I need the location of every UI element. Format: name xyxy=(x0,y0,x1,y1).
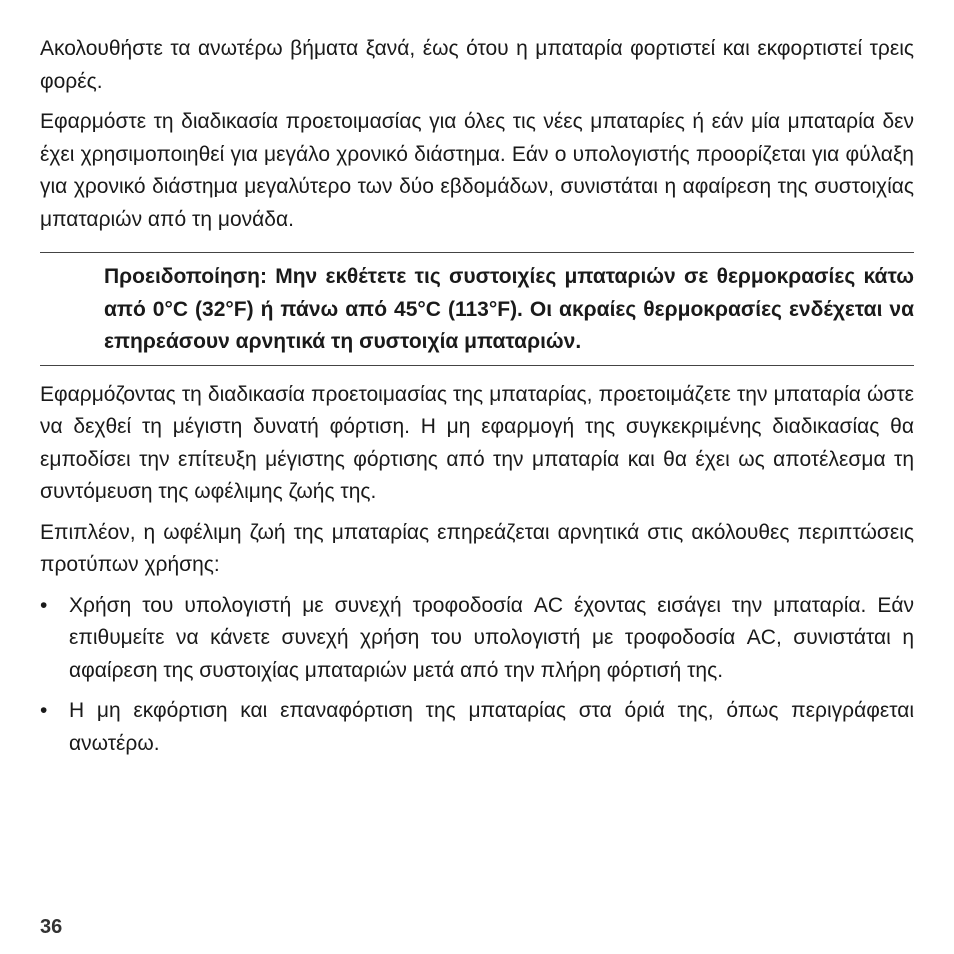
bullet-icon: • xyxy=(40,699,48,722)
list-item xyxy=(40,590,914,688)
warning-box xyxy=(40,252,914,366)
list-item-text: Η μη εκφόρτιση και επαναφόρτιση της μπαταρίας στα όριά της, όπως περιγράφεται ανωτέρω. xyxy=(69,699,914,755)
list-item-text: Χρήση του υπολογιστή με συνεχή τροφοδοσία AC έχοντας εισάγει την μπαταρία. Εάν επιθυμείτε να κάνετε συνεχή χρήση του υπολογιστή με τροφοδοσία AC, συνιστάται η αφαίρεση της συστοιχίας μπαταριών μετά από την πλήρη φόρτισή της. xyxy=(69,593,914,682)
list-item xyxy=(40,695,914,760)
warning-text: Προειδοποίηση: Μην εκθέτετε τις συστοιχίες μπαταριών σε θερμοκρασίες κάτω από 0°C (32°F) ή πάνω από 45°C (113°F). Οι ακραίες θερμοκρασίες ενδέχεται να επηρεάσουν αρνητικά τη συστοιχία μπαταριών. xyxy=(104,265,914,353)
bullet-icon: • xyxy=(40,593,48,617)
paragraph-repeat-cycle: Ακολουθήστε τα ανωτέρω βήματα ξανά, έως ότου η μπαταρία φορτιστεί και εκφορτιστεί τρεις φορές. xyxy=(40,37,914,93)
document-page xyxy=(40,33,914,760)
paragraph-usage-patterns-intro: Επιπλέον, η ωφέλιμη ζωή της μπαταρίας επηρεάζεται αρνητικά στις ακόλουθες περιπτώσεις προτύπων χρήσης: xyxy=(40,520,914,576)
paragraph-conditioning-procedure: Εφαρμόστε τη διαδικασία προετοιμασίας για όλες τις νέες μπαταρίες ή εάν μία μπαταρία δεν έχει χρησιμοποιηθεί για μεγάλο χρονικό διάστημα. Εάν ο υπολογιστής προορίζεται για φύλαξη για χρονικό διάστημα μεγαλύτερο των δύο εβδομάδων, συνιστάται η αφαίρεση της συστοιχίας μπαταριών από τη μονάδα. xyxy=(40,110,914,231)
page-number: 36 xyxy=(40,916,63,938)
paragraph-conditioning-benefit: Εφαρμόζοντας τη διαδικασία προετοιμασίας της μπαταρίας, προετοιμάζετε την μπαταρία ώστε να δεχθεί τη μέγιστη δυνατή φόρτιση. Η μη εφαρμογή της συγκεκριμένης διαδικασίας θα εμποδίσει την επίτευξη μέγιστης φόρτισης από την μπαταρία και θα έχει ως αποτέλεσμα τη συντόμευση της ωφέλιμης ζωής της. xyxy=(40,382,914,503)
usage-patterns-list xyxy=(40,590,914,761)
